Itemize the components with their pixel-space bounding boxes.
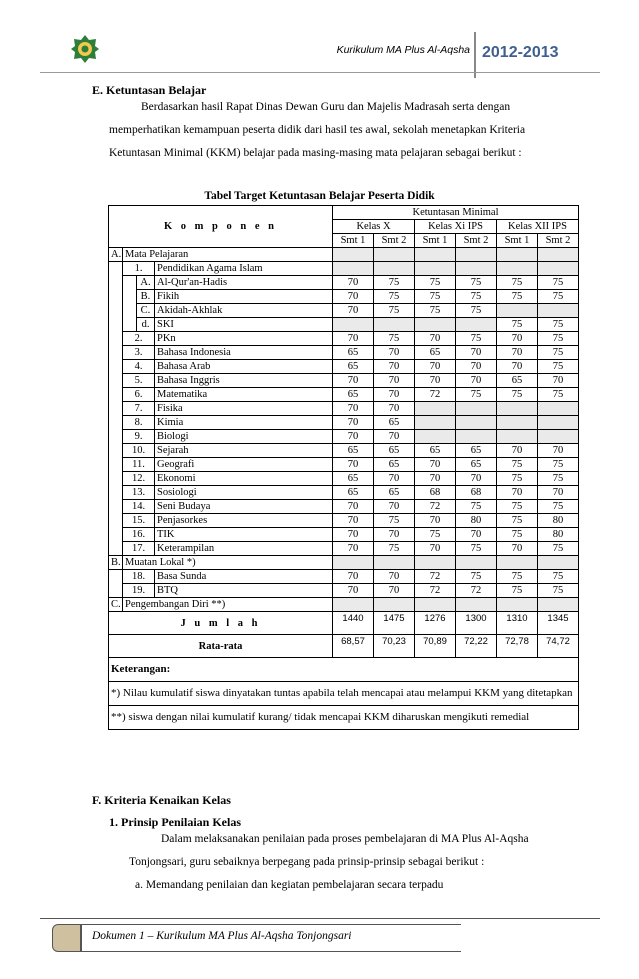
row-number: 14. <box>123 500 155 514</box>
value-cell <box>538 402 579 416</box>
para-line: Berdasarkan hasil Rapat Dinas Dewan Guru dan Majelis Madrasah serta dengan <box>141 101 511 113</box>
table-row <box>109 500 579 514</box>
value-cell: 75 <box>497 318 538 332</box>
value-cell: 70 <box>374 374 415 388</box>
table-row <box>109 514 579 528</box>
value-cell: 70 <box>333 290 374 304</box>
value-cell: 65 <box>333 388 374 402</box>
table-row <box>109 402 579 416</box>
value-cell: 75 <box>497 458 538 472</box>
table-row <box>109 374 579 388</box>
row-label: Kimia <box>155 416 333 430</box>
value-cell: 70 <box>374 584 415 598</box>
subgroup-row <box>109 262 579 276</box>
row-number: d. <box>137 318 155 332</box>
value-cell: 72 <box>415 584 456 598</box>
footer-tab <box>52 924 82 952</box>
value-cell: 70 <box>497 360 538 374</box>
value-cell: 65 <box>456 444 497 458</box>
value-cell: 70 <box>333 500 374 514</box>
value-cell <box>538 430 579 444</box>
class-header: Kelas XII IPS <box>497 220 579 234</box>
madrasah-logo-icon <box>70 34 100 64</box>
value-cell: 75 <box>374 290 415 304</box>
row-label: Basa Sunda <box>155 570 333 584</box>
value-cell <box>456 416 497 430</box>
value-cell: 75 <box>497 528 538 542</box>
value-cell: 75 <box>538 500 579 514</box>
value-cell: 75 <box>374 542 415 556</box>
value-cell: 72 <box>415 388 456 402</box>
row-label: Keterampilan <box>155 542 333 556</box>
value-cell <box>415 430 456 444</box>
semester-header: Smt 2 <box>456 234 497 248</box>
value-cell: 68 <box>456 486 497 500</box>
rata-cell: 72,22 <box>456 635 497 658</box>
jumlah-cell: 1276 <box>415 612 456 635</box>
table-row <box>109 458 579 472</box>
value-cell: 75 <box>456 290 497 304</box>
semester-header: Smt 2 <box>538 234 579 248</box>
row-number: 8. <box>123 416 155 430</box>
value-cell <box>497 402 538 416</box>
semester-header: Smt 1 <box>415 234 456 248</box>
group-letter: A. <box>109 248 123 262</box>
value-cell: 70 <box>415 332 456 346</box>
footer-text: Dokumen 1 – Kurikulum MA Plus Al-Aqsha Tonjongsari <box>92 930 352 942</box>
value-cell: 70 <box>456 374 497 388</box>
para-line: memperhatikan kemampuan peserta didik dari hasil tes awal, sekolah menetapkan Kriteria <box>109 124 526 136</box>
note-row <box>109 706 579 730</box>
value-cell: 70 <box>456 360 497 374</box>
jumlah-cell: 1345 <box>538 612 579 635</box>
keterangan-row <box>109 658 579 682</box>
value-cell <box>456 402 497 416</box>
value-cell: 65 <box>374 458 415 472</box>
value-cell <box>497 416 538 430</box>
value-cell: 72 <box>456 584 497 598</box>
row-label: Ekonomi <box>155 472 333 486</box>
value-cell: 65 <box>333 444 374 458</box>
value-cell: 75 <box>497 276 538 290</box>
value-cell: 70 <box>538 486 579 500</box>
value-cell: 70 <box>415 374 456 388</box>
rata-cell: 70,23 <box>374 635 415 658</box>
value-cell <box>456 318 497 332</box>
para-line: Dalam melaksanakan penilaian pada proses pembelajaran di MA Plus Al-Aqsha <box>161 833 529 845</box>
header-row <box>109 206 579 220</box>
value-cell: 75 <box>538 318 579 332</box>
value-cell: 70 <box>333 458 374 472</box>
row-label: Seni Budaya <box>155 500 333 514</box>
value-cell: 65 <box>333 472 374 486</box>
table-row <box>109 584 579 598</box>
value-cell: 75 <box>497 500 538 514</box>
value-cell <box>497 304 538 318</box>
value-cell: 70 <box>415 542 456 556</box>
value-cell: 70 <box>456 528 497 542</box>
group-letter: C. <box>109 598 123 612</box>
value-cell: 70 <box>333 276 374 290</box>
value-cell: 70 <box>333 304 374 318</box>
group-row <box>109 598 579 612</box>
jumlah-cell: 1475 <box>374 612 415 635</box>
row-label: PKn <box>155 332 333 346</box>
value-cell <box>538 416 579 430</box>
value-cell: 70 <box>333 528 374 542</box>
row-number: B. <box>137 290 155 304</box>
table-row <box>109 486 579 500</box>
rata-cell: 74,72 <box>538 635 579 658</box>
row-label: BTQ <box>155 584 333 598</box>
table-row <box>109 570 579 584</box>
value-cell: 70 <box>333 402 374 416</box>
value-cell: 65 <box>333 486 374 500</box>
row-number: 3. <box>123 346 155 360</box>
value-cell: 75 <box>374 276 415 290</box>
row-label: Fisika <box>155 402 333 416</box>
group-label: Muatan Lokal *) <box>123 556 333 570</box>
header-title: Kurikulum MA Plus Al-Aqsha <box>336 44 470 56</box>
header-year: 2012-2013 <box>482 44 559 61</box>
para-line: Tonjongsari, guru sebaiknya berpegang pada prinsip-prinsip sebagai berikut : <box>129 856 485 868</box>
ketuntasan-header: Ketuntasan Minimal <box>333 206 579 220</box>
value-cell: 70 <box>415 514 456 528</box>
jumlah-cell: 1440 <box>333 612 374 635</box>
note-row <box>109 682 579 706</box>
row-label: Bahasa Arab <box>155 360 333 374</box>
row-label: Pendidikan Agama Islam <box>155 262 333 276</box>
value-cell: 70 <box>497 444 538 458</box>
value-cell <box>456 430 497 444</box>
group-row <box>109 556 579 570</box>
row-label: Penjasorkes <box>155 514 333 528</box>
value-cell: 68 <box>415 486 456 500</box>
table-title: Tabel Target Ketuntasan Belajar Peserta Didik <box>204 190 435 202</box>
row-label: Biologi <box>155 430 333 444</box>
semester-header: Smt 1 <box>333 234 374 248</box>
value-cell: 65 <box>415 444 456 458</box>
value-cell: 75 <box>497 514 538 528</box>
list-item-a: a. Memandang penilaian dan kegiatan pembelajaran secara terpadu <box>135 879 444 891</box>
row-number: 13. <box>123 486 155 500</box>
value-cell: 80 <box>538 528 579 542</box>
value-cell: 75 <box>374 514 415 528</box>
table-row <box>109 290 579 304</box>
value-cell: 75 <box>415 290 456 304</box>
section-f-paragraph <box>129 828 577 897</box>
section-e-heading: E. Ketuntasan Belajar <box>92 83 207 97</box>
row-label: Geografi <box>155 458 333 472</box>
value-cell: 70 <box>333 416 374 430</box>
value-cell: 75 <box>374 332 415 346</box>
table-row <box>109 276 579 290</box>
value-cell: 75 <box>497 570 538 584</box>
value-cell: 70 <box>374 472 415 486</box>
value-cell: 75 <box>497 388 538 402</box>
row-label: Matematika <box>155 388 333 402</box>
value-cell <box>497 430 538 444</box>
class-header: Kelas Xi IPS <box>415 220 497 234</box>
row-label: Fikih <box>155 290 333 304</box>
value-cell: 70 <box>456 346 497 360</box>
value-cell: 75 <box>538 332 579 346</box>
row-number: 10. <box>123 444 155 458</box>
value-cell: 72 <box>415 570 456 584</box>
rata-row <box>109 635 579 658</box>
value-cell: 80 <box>538 514 579 528</box>
row-number: 6. <box>123 388 155 402</box>
value-cell: 70 <box>374 346 415 360</box>
value-cell: 75 <box>538 458 579 472</box>
value-cell: 70 <box>538 374 579 388</box>
group-label: Pengembangan Diri **) <box>123 598 333 612</box>
group-row <box>109 248 579 262</box>
header-rule <box>40 72 600 73</box>
value-cell: 75 <box>456 304 497 318</box>
value-cell: 75 <box>415 276 456 290</box>
section-f-heading: F. Kriteria Kenaikan Kelas <box>92 793 231 807</box>
row-label: Sejarah <box>155 444 333 458</box>
value-cell: 75 <box>538 360 579 374</box>
rata-cell: 72,78 <box>497 635 538 658</box>
table-row <box>109 528 579 542</box>
row-number: 4. <box>123 360 155 374</box>
row-number: 2. <box>123 332 155 346</box>
value-cell <box>374 318 415 332</box>
value-cell: 65 <box>333 360 374 374</box>
value-cell: 65 <box>333 346 374 360</box>
value-cell: 65 <box>415 346 456 360</box>
row-number: 17. <box>123 542 155 556</box>
value-cell: 75 <box>456 276 497 290</box>
value-cell: 75 <box>538 472 579 486</box>
table-row <box>109 346 579 360</box>
table-row <box>109 542 579 556</box>
value-cell: 70 <box>374 430 415 444</box>
value-cell: 70 <box>333 374 374 388</box>
value-cell: 70 <box>333 430 374 444</box>
value-cell: 70 <box>415 472 456 486</box>
table-row <box>109 360 579 374</box>
table-row <box>109 318 579 332</box>
row-label: Sosiologi <box>155 486 333 500</box>
page-header <box>0 30 639 80</box>
row-number: 1. <box>123 262 155 276</box>
value-cell: 75 <box>456 332 497 346</box>
row-number: 11. <box>123 458 155 472</box>
value-cell: 75 <box>456 542 497 556</box>
value-cell: 70 <box>415 360 456 374</box>
table-row <box>109 304 579 318</box>
value-cell: 70 <box>374 528 415 542</box>
value-cell: 70 <box>415 458 456 472</box>
value-cell: 70 <box>333 584 374 598</box>
rata-cell: 68,57 <box>333 635 374 658</box>
value-cell: 80 <box>456 514 497 528</box>
value-cell <box>415 402 456 416</box>
footer-rule <box>40 918 600 919</box>
table-row <box>109 416 579 430</box>
row-number: 12. <box>123 472 155 486</box>
row-number: 19. <box>123 584 155 598</box>
row-label: Al-Qur'an-Hadis <box>155 276 333 290</box>
row-label: Bahasa Inggris <box>155 374 333 388</box>
value-cell: 70 <box>333 332 374 346</box>
value-cell: 65 <box>497 374 538 388</box>
value-cell: 75 <box>538 542 579 556</box>
row-label: Bahasa Indonesia <box>155 346 333 360</box>
value-cell: 75 <box>538 276 579 290</box>
value-cell: 70 <box>538 444 579 458</box>
value-cell: 65 <box>374 486 415 500</box>
value-cell: 75 <box>456 388 497 402</box>
value-cell: 70 <box>497 486 538 500</box>
semester-header: Smt 1 <box>497 234 538 248</box>
class-header: Kelas X <box>333 220 415 234</box>
value-cell: 70 <box>333 542 374 556</box>
value-cell: 70 <box>456 472 497 486</box>
jumlah-row <box>109 612 579 635</box>
table-row <box>109 444 579 458</box>
value-cell: 75 <box>538 584 579 598</box>
value-cell: 75 <box>497 584 538 598</box>
value-cell: 75 <box>374 304 415 318</box>
value-cell: 70 <box>333 514 374 528</box>
row-label: Akidah-Akhlak <box>155 304 333 318</box>
kkm-table <box>108 205 579 730</box>
table-row <box>109 472 579 486</box>
keterangan-label: Keterangan: <box>109 658 579 682</box>
value-cell <box>538 304 579 318</box>
value-cell: 75 <box>538 570 579 584</box>
value-cell: 75 <box>538 388 579 402</box>
value-cell: 65 <box>374 416 415 430</box>
jumlah-cell: 1310 <box>497 612 538 635</box>
value-cell: 70 <box>374 402 415 416</box>
row-number: 7. <box>123 402 155 416</box>
jumlah-label: J u m l a h <box>109 612 333 635</box>
row-number: A. <box>137 276 155 290</box>
row-number: C. <box>137 304 155 318</box>
value-cell: 72 <box>415 500 456 514</box>
table-row <box>109 332 579 346</box>
group-letter: B. <box>109 556 123 570</box>
value-cell: 75 <box>497 290 538 304</box>
rata-label: Rata-rata <box>109 635 333 658</box>
table-row <box>109 430 579 444</box>
jumlah-cell: 1300 <box>456 612 497 635</box>
value-cell <box>415 318 456 332</box>
group-label: Mata Pelajaran <box>123 248 333 262</box>
value-cell: 70 <box>333 570 374 584</box>
note-2: **) siswa dengan nilai kumulatif kurang/ tidak mencapai KKM diharuskan mengikuti remedial <box>109 706 579 730</box>
row-number: 15. <box>123 514 155 528</box>
value-cell: 70 <box>497 542 538 556</box>
value-cell: 75 <box>415 304 456 318</box>
value-cell: 70 <box>374 388 415 402</box>
section-e-paragraph <box>109 96 577 165</box>
value-cell: 70 <box>374 500 415 514</box>
value-cell: 70 <box>374 570 415 584</box>
row-number: 5. <box>123 374 155 388</box>
value-cell <box>333 318 374 332</box>
value-cell <box>415 416 456 430</box>
section-f-subheading: 1. Prinsip Penilaian Kelas <box>109 815 242 829</box>
value-cell: 75 <box>538 290 579 304</box>
semester-header: Smt 2 <box>374 234 415 248</box>
komponen-header: K o m p o n e n <box>109 206 333 248</box>
row-number: 18. <box>123 570 155 584</box>
value-cell: 75 <box>538 346 579 360</box>
note-1: *) Nilau kumulatif siswa dinyatakan tuntas apabila telah mencapai atau melampui KKM yang ditetapkan <box>109 682 579 706</box>
value-cell: 75 <box>415 528 456 542</box>
row-label: TIK <box>155 528 333 542</box>
rata-cell: 70,89 <box>415 635 456 658</box>
value-cell: 70 <box>497 346 538 360</box>
table-row <box>109 388 579 402</box>
para-line: Ketuntasan Minimal (KKM) belajar pada masing-masing mata pelajaran sebagai berikut : <box>109 147 522 159</box>
value-cell: 70 <box>374 360 415 374</box>
value-cell: 75 <box>497 472 538 486</box>
row-number: 16. <box>123 528 155 542</box>
value-cell: 75 <box>456 570 497 584</box>
value-cell: 75 <box>456 500 497 514</box>
value-cell: 65 <box>374 444 415 458</box>
row-label: SKI <box>155 318 333 332</box>
value-cell: 70 <box>497 332 538 346</box>
row-number: 9. <box>123 430 155 444</box>
value-cell: 65 <box>456 458 497 472</box>
